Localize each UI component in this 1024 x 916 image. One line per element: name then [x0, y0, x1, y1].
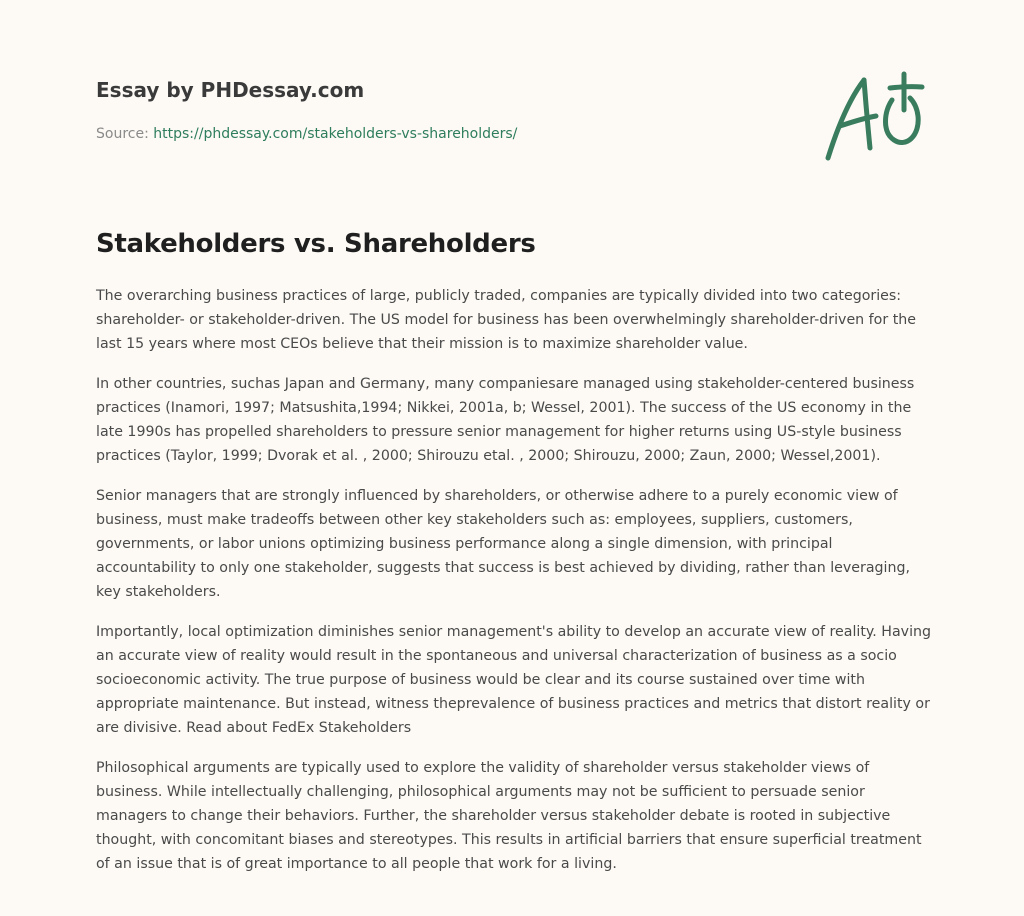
a-plus-grade-icon: [818, 66, 928, 166]
article-body: [96, 284, 934, 892]
essay-header: [96, 76, 756, 144]
paragraph: Importantly, local optimization diminishes senior management's ability to develop an accurate view of reality. Having an accurate view of reality would result in the spontaneous and universal characterization of business as a socio socioeconomic activity. The true purpose of business would be clear and its course sustained over time with appropriate maintenance. But instead, witness theprevalence of business practices and metrics that distort reality or are divisive. Read about FedEx Stakeholders: [96, 624, 932, 736]
paragraph: The overarching business practices of large, publicly traded, companies are typically divided into two categories: shareholder- or stakeholder-driven. The US model for business has been overwhelmingly shareholder-driven for the last 15 years where most CEOs believe that their mission is to maximize shareholder value.: [96, 288, 916, 352]
article-title: Stakeholders vs. Shareholders: [96, 229, 536, 259]
paragraph: Senior managers that are strongly influenced by shareholders, or otherwise adhere to a purely economic view of business, must make tradeoffs between other key stakeholders such as: employees, suppliers, customers, governments, or labor unions optimizing business performance along a single dimension, with principal accountability to only one stakeholder, suggests that success is best achieved by dividing, rather than leveraging, key stakeholders.: [96, 488, 910, 600]
brand-title: Essay by PHDessay.com: [96, 78, 365, 102]
source-line: [96, 124, 756, 144]
source-link[interactable]: https://phdessay.com/stakeholders-vs-shareholders/: [153, 126, 518, 142]
paragraph: In other countries, suchas Japan and Germany, many companiesare managed using stakeholder-centered business practices (Inamori, 1997; Matsushita,1994; Nikkei, 2001a, b; Wessel, 2001). The success of the US economy in the late 1990s has propelled shareholders to pressure senior management for higher returns using US-style business practices (Taylor, 1999; Dvorak et al. , 2000; Shirouzu etal. , 2000; Shirouzu, 2000; Zaun, 2000; Wessel,2001).: [96, 376, 915, 464]
source-label: Source:: [96, 126, 154, 142]
paragraph: Philosophical arguments are typically used to explore the validity of shareholder versus stakeholder views of business. While intellectually challenging, philosophical arguments may not be sufficient to persuade senior managers to change their behaviors. Further, the shareholder versus stakeholder debate is rooted in subjective thought, with concomitant biases and stereotypes. This results in artificial barriers that ensure superficial treatment of an issue that is of great importance to all people that work for a living.: [96, 760, 922, 872]
